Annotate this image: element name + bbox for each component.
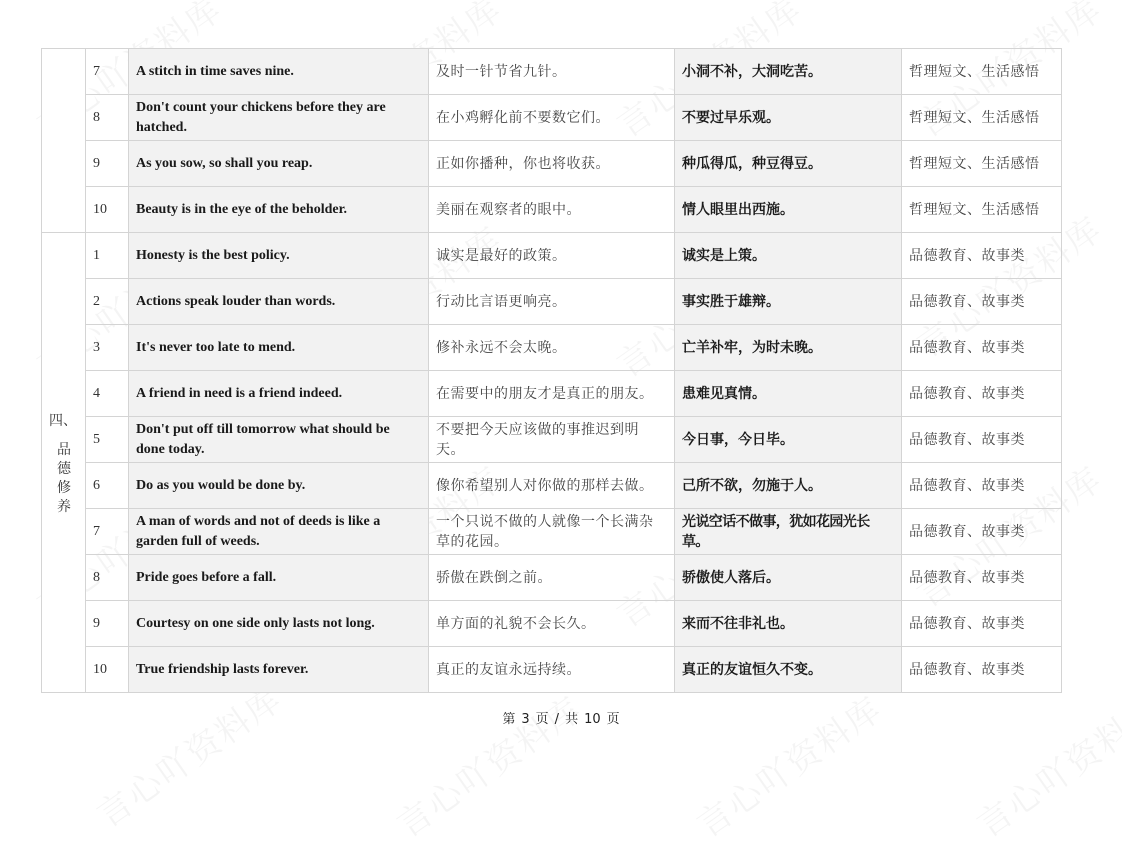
literal-translation: 正如你播种，你也将收获。: [429, 141, 675, 187]
literal-translation: 修补永远不会太晚。: [429, 325, 675, 371]
chinese-idiom: 来而不往非礼也。: [675, 601, 902, 647]
english-proverb: A stitch in time saves nine.: [129, 49, 429, 95]
usage-type: 哲理短文、生活感悟: [902, 141, 1062, 187]
row-number: 9: [86, 141, 129, 187]
table-row: [42, 279, 1062, 325]
watermark: [85, 672, 290, 836]
category-cell: [42, 233, 86, 693]
page-word: 页: [535, 712, 549, 727]
table-row: [42, 371, 1062, 417]
chinese-idiom: 情人眼里出西施。: [675, 187, 902, 233]
english-proverb: Don't count your chickens before they are hatched.: [129, 95, 429, 141]
category-char: 养: [57, 498, 71, 515]
chinese-idiom: 种瓜得瓜，种豆得豆。: [675, 141, 902, 187]
literal-translation: 像你希望别人对你做的那样去做。: [429, 463, 675, 509]
table-row: [42, 417, 1062, 463]
current-page-number: 3: [521, 712, 530, 727]
row-number: 7: [86, 49, 129, 95]
total-suffix: 页: [606, 712, 620, 727]
chinese-idiom: 不要过早乐观。: [675, 95, 902, 141]
row-number: 5: [86, 417, 129, 463]
usage-type: 哲理短文、生活感悟: [902, 95, 1062, 141]
table-row: [42, 233, 1062, 279]
english-proverb: Beauty is in the eye of the beholder.: [129, 187, 429, 233]
category-label: [49, 408, 79, 517]
literal-translation: 及时一针节省九针。: [429, 49, 675, 95]
row-number: 4: [86, 371, 129, 417]
usage-type: 品德教育、故事类: [902, 509, 1062, 555]
category-char: 修: [57, 479, 71, 496]
table-row: [42, 509, 1062, 555]
table-row: [42, 49, 1062, 95]
row-number: 8: [86, 555, 129, 601]
row-number: 6: [86, 463, 129, 509]
category-cell: [42, 49, 86, 233]
literal-translation: 真正的友谊永远持续。: [429, 647, 675, 693]
literal-translation: 一个只说不做的人就像一个长满杂草的花园。: [429, 509, 675, 555]
usage-type: 品德教育、故事类: [902, 555, 1062, 601]
page-footer: [0, 708, 1122, 727]
english-proverb: Do as you would be done by.: [129, 463, 429, 509]
chinese-idiom: 今日事，今日毕。: [675, 417, 902, 463]
category-number: 四、: [49, 412, 77, 429]
table-row: [42, 141, 1062, 187]
table-row: [42, 463, 1062, 509]
english-proverb: Pride goes before a fall.: [129, 555, 429, 601]
category-char: 德: [57, 460, 71, 477]
english-proverb: It's never too late to mend.: [129, 325, 429, 371]
row-number: 10: [86, 647, 129, 693]
english-proverb: Honesty is the best policy.: [129, 233, 429, 279]
row-number: 1: [86, 233, 129, 279]
english-proverb: Don't put off till tomorrow what should be done today.: [129, 417, 429, 463]
page-prefix: 第: [502, 712, 516, 727]
category-char: 品: [57, 441, 71, 458]
row-number: 3: [86, 325, 129, 371]
row-number: 10: [86, 187, 129, 233]
usage-type: 哲理短文、生活感悟: [902, 187, 1062, 233]
literal-translation: 诚实是最好的政策。: [429, 233, 675, 279]
chinese-idiom: 事实胜于雄辩。: [675, 279, 902, 325]
chinese-idiom: 亡羊补牢，为时未晚。: [675, 325, 902, 371]
chinese-idiom: 小洞不补，大洞吃苦。: [675, 49, 902, 95]
chinese-idiom: 真正的友谊恒久不变。: [675, 647, 902, 693]
english-proverb: A friend in need is a friend indeed.: [129, 371, 429, 417]
usage-type: 品德教育、故事类: [902, 463, 1062, 509]
chinese-idiom: 骄傲使人落后。: [675, 555, 902, 601]
literal-translation: 在需要中的朋友才是真正的朋友。: [429, 371, 675, 417]
literal-translation: 在小鸡孵化前不要数它们。: [429, 95, 675, 141]
english-proverb: True friendship lasts forever.: [129, 647, 429, 693]
usage-type: 品德教育、故事类: [902, 279, 1062, 325]
table-row: [42, 187, 1062, 233]
chinese-idiom: 己所不欲，勿施于人。: [675, 463, 902, 509]
literal-translation: 不要把今天应该做的事推迟到明天。: [429, 417, 675, 463]
usage-type: 品德教育、故事类: [902, 233, 1062, 279]
usage-type: 品德教育、故事类: [902, 325, 1062, 371]
table-row: [42, 601, 1062, 647]
literal-translation: 行动比言语更响亮。: [429, 279, 675, 325]
chinese-idiom: 光说空话不做事，犹如花园光长草。: [675, 509, 902, 555]
row-number: 2: [86, 279, 129, 325]
usage-type: 哲理短文、生活感悟: [902, 49, 1062, 95]
row-number: 8: [86, 95, 129, 141]
chinese-idiom: 诚实是上策。: [675, 233, 902, 279]
usage-type: 品德教育、故事类: [902, 647, 1062, 693]
total-prefix: 共: [565, 712, 579, 727]
literal-translation: 美丽在观察者的眼中。: [429, 187, 675, 233]
table-row: [42, 325, 1062, 371]
usage-type: 品德教育、故事类: [902, 371, 1062, 417]
table-row: [42, 95, 1062, 141]
chinese-idiom: 患难见真情。: [675, 371, 902, 417]
row-number: 9: [86, 601, 129, 647]
literal-translation: 骄傲在跌倒之前。: [429, 555, 675, 601]
usage-type: 品德教育、故事类: [902, 417, 1062, 463]
english-proverb: Courtesy on one side only lasts not long.: [129, 601, 429, 647]
page-separator: /: [554, 712, 560, 727]
table-row: [42, 555, 1062, 601]
total-page-count: 10: [584, 712, 601, 727]
literal-translation: 单方面的礼貌不会长久。: [429, 601, 675, 647]
table-row: [42, 647, 1062, 693]
row-number: 7: [86, 509, 129, 555]
english-proverb: As you sow, so shall you reap.: [129, 141, 429, 187]
english-proverb: Actions speak louder than words.: [129, 279, 429, 325]
proverbs-table: [41, 48, 1062, 693]
english-proverb: A man of words and not of deeds is like a garden full of weeds.: [129, 509, 429, 555]
usage-type: 品德教育、故事类: [902, 601, 1062, 647]
